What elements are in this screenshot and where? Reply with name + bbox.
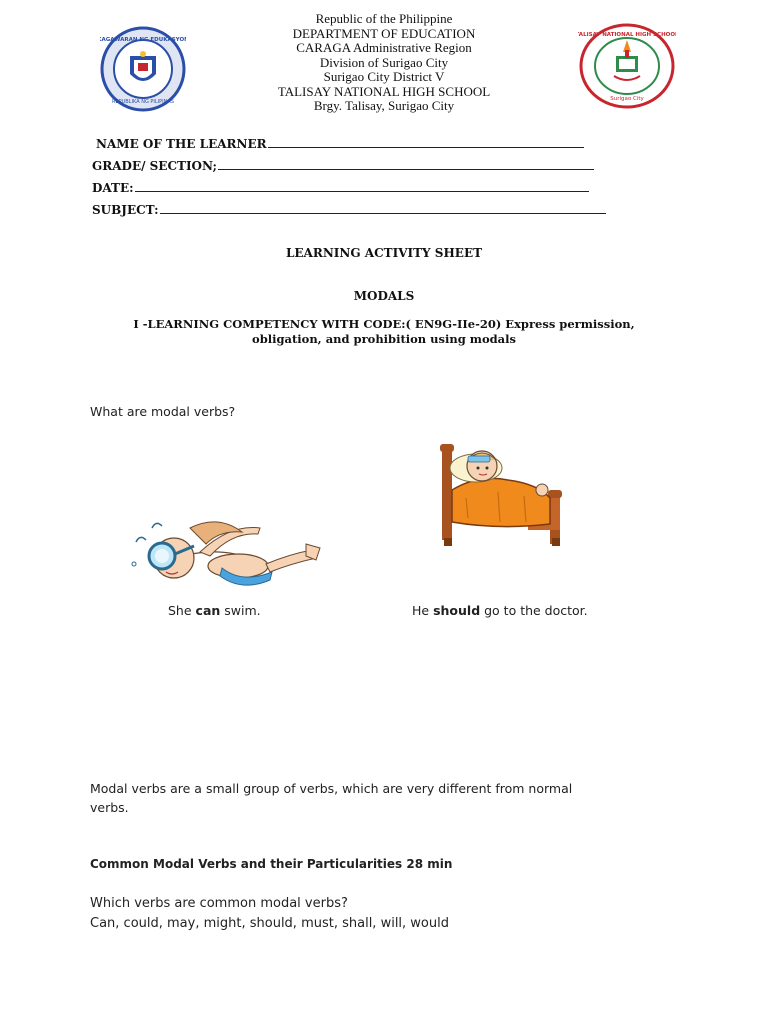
caption-right-modal: should [433, 603, 481, 618]
caption-left-post: swim. [220, 603, 261, 618]
modal-verb-list: Can, could, may, might, should, must, shall, will, would [90, 916, 449, 931]
learner-name-field [96, 136, 584, 151]
header-school: TALISAY NATIONAL HIGH SCHOOL [277, 83, 491, 99]
caption-left-modal: can [195, 603, 221, 618]
subject-field [92, 202, 606, 217]
right-logo-sub-text: Surigao City [610, 96, 644, 102]
header-division: Division of Surigao City [319, 54, 449, 70]
learner-name-label: NAME OF THE LEARNER [96, 137, 267, 151]
subject-label: SUBJECT: [92, 203, 159, 217]
question-common-modals: Which verbs are common modal verbs? [90, 896, 348, 911]
subject-line[interactable] [160, 202, 606, 214]
caption-left-pre: She [168, 603, 196, 618]
grade-section-field [92, 158, 594, 173]
left-logo-sub-text: REPUBLIKA NG PILIPINAS [112, 99, 174, 105]
header-region: CARAGA Administrative Region [296, 40, 472, 55]
caption-right-pre: He [412, 603, 434, 618]
sick-boy-in-bed-illustration [438, 438, 570, 550]
definition-line-2: verbs. [90, 800, 129, 815]
section-heading: Common Modal Verbs and their Particularities 28 min [90, 857, 453, 871]
definition-line-1: Modal verbs are a small group of verbs, which are very different from normal [90, 781, 573, 796]
header-address: Brgy. Talisay, Surigao City [313, 98, 455, 113]
date-line[interactable] [135, 180, 589, 192]
header-district: Surigao City District V [323, 69, 445, 84]
sheet-title: LEARNING ACTIVITY SHEET [285, 246, 483, 260]
caption-she-can-swim [168, 603, 261, 618]
competency-line-1: I -LEARNING COMPETENCY WITH CODE:( EN9G-IIe-20) Express permission, [133, 317, 635, 331]
caption-he-should-go [412, 603, 588, 618]
letterhead [0, 12, 768, 114]
swimmer-girl-illustration [130, 514, 326, 596]
caption-right-post: go to the doctor. [480, 603, 588, 618]
header-department: DEPARTMENT OF EDUCATION [292, 25, 476, 41]
grade-section-label: GRADE/ SECTION; [92, 159, 217, 173]
left-logo-arc-text: KAGAWARAN NG EDUKASYON [100, 37, 186, 43]
topic-title: MODALS [353, 289, 415, 303]
header-republic: Republic of the Philippine [315, 11, 453, 26]
right-logo-arc-text: TALISAY NATIONAL HIGH SCHOOL [578, 32, 676, 38]
competency-line-2: obligation, and prohibition using modals [252, 332, 516, 346]
grade-section-line[interactable] [218, 158, 594, 170]
question-modal-verbs: What are modal verbs? [90, 404, 236, 419]
date-label: DATE: [92, 181, 134, 195]
learner-name-line[interactable] [268, 136, 584, 148]
date-field [92, 180, 589, 195]
